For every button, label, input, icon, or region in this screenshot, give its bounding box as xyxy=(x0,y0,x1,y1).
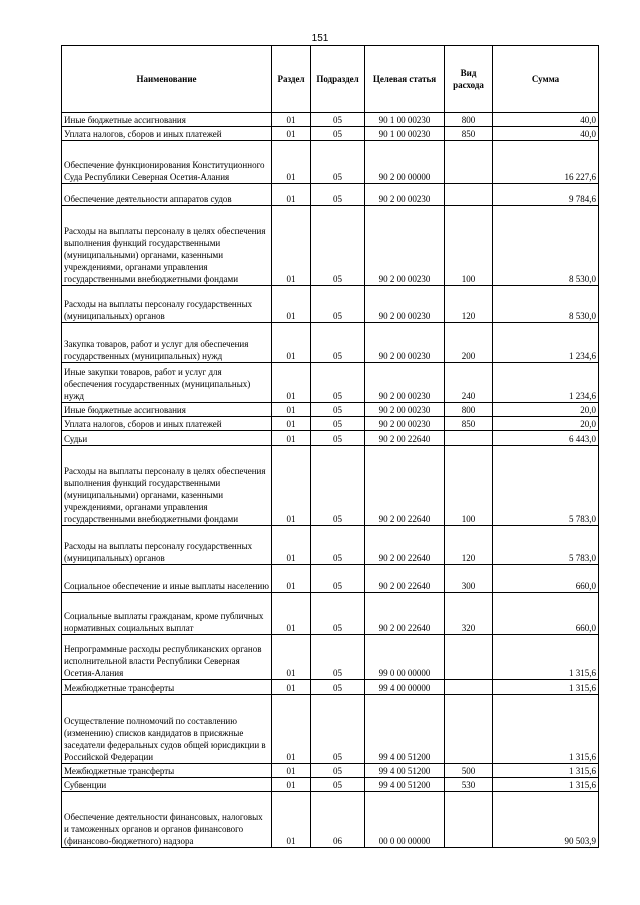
row-expense-type: 850 xyxy=(445,417,493,431)
row-subsection: 06 xyxy=(311,792,365,848)
row-expense-type: 530 xyxy=(445,778,493,792)
row-expense-type: 100 xyxy=(445,446,493,526)
row-name: Осуществление полномочий по составлению (изменению) списков кандидатов в присяжные заседатели федеральных судов общей юрисдикции в Российской Федерации xyxy=(62,695,272,764)
row-sum: 40,0 xyxy=(493,127,599,141)
row-section: 01 xyxy=(272,113,311,127)
table-row xyxy=(62,403,599,417)
table-row xyxy=(62,593,599,635)
row-expense-type xyxy=(445,431,493,446)
row-name: Межбюджетные трансферты xyxy=(62,764,272,778)
row-section: 01 xyxy=(272,446,311,526)
row-subsection: 05 xyxy=(311,363,365,403)
row-expense-type: 300 xyxy=(445,565,493,593)
row-section: 01 xyxy=(272,792,311,848)
row-section: 01 xyxy=(272,323,311,363)
row-section: 01 xyxy=(272,635,311,680)
row-expense-type: 100 xyxy=(445,206,493,286)
row-expense-type: 850 xyxy=(445,127,493,141)
row-target: 90 2 00 00230 xyxy=(365,403,445,417)
row-expense-type xyxy=(445,792,493,848)
table-row xyxy=(62,113,599,127)
row-name: Расходы на выплаты персоналу государственных (муниципальных) органов xyxy=(62,526,272,565)
row-name: Расходы на выплаты персоналу государственных (муниципальных) органов xyxy=(62,286,272,323)
row-expense-type: 120 xyxy=(445,526,493,565)
row-target: 90 2 00 00230 xyxy=(365,286,445,323)
row-expense-type: 120 xyxy=(445,286,493,323)
row-sum: 8 530,0 xyxy=(493,206,599,286)
row-section: 01 xyxy=(272,417,311,431)
row-subsection: 05 xyxy=(311,446,365,526)
row-sum: 1 315,6 xyxy=(493,680,599,695)
row-subsection: 05 xyxy=(311,141,365,184)
table-row xyxy=(62,206,599,286)
row-subsection: 05 xyxy=(311,127,365,141)
row-subsection: 05 xyxy=(311,635,365,680)
row-sum: 20,0 xyxy=(493,403,599,417)
row-expense-type: 320 xyxy=(445,593,493,635)
row-name: Расходы на выплаты персоналу в целях обеспечения выполнения функций государственными (муниципальными) органами, казенными учреждениями, органами управления государственными внебюджетными фондами xyxy=(62,206,272,286)
table-row xyxy=(62,764,599,778)
row-name: Межбюджетные трансферты xyxy=(62,680,272,695)
table-row xyxy=(62,695,599,764)
row-sum: 5 783,0 xyxy=(493,446,599,526)
row-section: 01 xyxy=(272,680,311,695)
header-section: Раздел xyxy=(272,46,311,113)
row-subsection: 05 xyxy=(311,403,365,417)
row-expense-type: 800 xyxy=(445,403,493,417)
row-sum: 660,0 xyxy=(493,593,599,635)
row-name: Судьи xyxy=(62,431,272,446)
row-subsection: 05 xyxy=(311,695,365,764)
table-row xyxy=(62,286,599,323)
row-section: 01 xyxy=(272,593,311,635)
row-expense-type xyxy=(445,141,493,184)
row-sum: 1 234,6 xyxy=(493,363,599,403)
page-number: 151 xyxy=(311,33,329,44)
row-sum: 40,0 xyxy=(493,113,599,127)
row-sum: 1 315,6 xyxy=(493,764,599,778)
row-section: 01 xyxy=(272,695,311,764)
row-sum: 90 503,9 xyxy=(493,792,599,848)
table-row xyxy=(62,184,599,206)
row-name: Закупка товаров, работ и услуг для обеспечения государственных (муниципальных) нужд xyxy=(62,323,272,363)
row-target: 00 0 00 00000 xyxy=(365,792,445,848)
row-sum: 1 315,6 xyxy=(493,695,599,764)
table-row xyxy=(62,141,599,184)
row-sum: 1 315,6 xyxy=(493,635,599,680)
row-expense-type xyxy=(445,695,493,764)
row-target: 90 2 00 22640 xyxy=(365,526,445,565)
row-name: Непрограммные расходы республиканских органов исполнительной власти Республики Северная Осетия-Алания xyxy=(62,635,272,680)
header-target: Целевая статья xyxy=(365,46,445,113)
row-name: Социальные выплаты гражданам, кроме публичных нормативных социальных выплат xyxy=(62,593,272,635)
row-target: 90 2 00 22640 xyxy=(365,593,445,635)
table-row xyxy=(62,431,599,446)
row-target: 90 2 00 00230 xyxy=(365,363,445,403)
row-section: 01 xyxy=(272,526,311,565)
row-target: 99 4 00 51200 xyxy=(365,695,445,764)
row-name: Иные бюджетные ассигнования xyxy=(62,403,272,417)
table-row xyxy=(62,635,599,680)
row-section: 01 xyxy=(272,431,311,446)
row-name: Социальное обеспечение и иные выплаты населению xyxy=(62,565,272,593)
table-row xyxy=(62,323,599,363)
row-name: Обеспечение деятельности аппаратов судов xyxy=(62,184,272,206)
row-sum: 20,0 xyxy=(493,417,599,431)
row-section: 01 xyxy=(272,403,311,417)
row-subsection: 05 xyxy=(311,286,365,323)
header-expense-type: Вид расхода xyxy=(445,46,493,113)
row-target: 90 2 00 00230 xyxy=(365,417,445,431)
row-target: 90 2 00 22640 xyxy=(365,446,445,526)
row-section: 01 xyxy=(272,764,311,778)
table-row xyxy=(62,363,599,403)
row-name: Иные бюджетные ассигнования xyxy=(62,113,272,127)
row-subsection: 05 xyxy=(311,184,365,206)
row-section: 01 xyxy=(272,363,311,403)
row-sum: 8 530,0 xyxy=(493,286,599,323)
table-row xyxy=(62,792,599,848)
row-name: Расходы на выплаты персоналу в целях обеспечения выполнения функций государственными (муниципальными) органами, казенными учреждениями, органами управления государственными внебюджетными фондами xyxy=(62,446,272,526)
row-expense-type xyxy=(445,635,493,680)
row-target: 90 2 00 22640 xyxy=(365,431,445,446)
row-section: 01 xyxy=(272,127,311,141)
table-row xyxy=(62,446,599,526)
header-sum: Сумма xyxy=(493,46,599,113)
row-sum: 5 783,0 xyxy=(493,526,599,565)
row-section: 01 xyxy=(272,778,311,792)
row-name: Обеспечение деятельности финансовых, налоговых и таможенных органов и органов финансового (финансово-бюджетного) надзора xyxy=(62,792,272,848)
row-subsection: 05 xyxy=(311,680,365,695)
table-row xyxy=(62,526,599,565)
row-name: Уплата налогов, сборов и иных платежей xyxy=(62,417,272,431)
row-section: 01 xyxy=(272,141,311,184)
row-target: 90 1 00 00230 xyxy=(365,127,445,141)
budget-table xyxy=(61,45,599,848)
row-target: 99 4 00 51200 xyxy=(365,764,445,778)
row-target: 90 2 00 00230 xyxy=(365,323,445,363)
row-subsection: 05 xyxy=(311,113,365,127)
row-expense-type xyxy=(445,680,493,695)
table-row xyxy=(62,127,599,141)
row-subsection: 05 xyxy=(311,431,365,446)
header-subsection: Подраздел xyxy=(311,46,365,113)
row-expense-type: 500 xyxy=(445,764,493,778)
row-name: Обеспечение функционирования Конституционного Суда Республики Северная Осетия-Алания xyxy=(62,141,272,184)
row-sum: 660,0 xyxy=(493,565,599,593)
row-target: 90 2 00 22640 xyxy=(365,565,445,593)
row-expense-type: 240 xyxy=(445,363,493,403)
row-subsection: 05 xyxy=(311,764,365,778)
row-sum: 1 234,6 xyxy=(493,323,599,363)
row-section: 01 xyxy=(272,565,311,593)
row-name: Иные закупки товаров, работ и услуг для обеспечения государственных (муниципальных) нужд xyxy=(62,363,272,403)
row-target: 99 4 00 51200 xyxy=(365,778,445,792)
row-subsection: 05 xyxy=(311,778,365,792)
row-subsection: 05 xyxy=(311,526,365,565)
row-sum: 1 315,6 xyxy=(493,778,599,792)
row-expense-type xyxy=(445,184,493,206)
table-row xyxy=(62,778,599,792)
row-name: Уплата налогов, сборов и иных платежей xyxy=(62,127,272,141)
row-subsection: 05 xyxy=(311,565,365,593)
row-sum: 16 227,6 xyxy=(493,141,599,184)
row-target: 90 2 00 00230 xyxy=(365,184,445,206)
table-row xyxy=(62,565,599,593)
row-section: 01 xyxy=(272,206,311,286)
row-sum: 9 784,6 xyxy=(493,184,599,206)
header-name: Наименование xyxy=(62,46,272,113)
row-subsection: 05 xyxy=(311,206,365,286)
row-sum: 6 443,0 xyxy=(493,431,599,446)
table-row xyxy=(62,680,599,695)
row-target: 90 2 00 00230 xyxy=(365,206,445,286)
row-section: 01 xyxy=(272,184,311,206)
table-header-row xyxy=(62,46,599,113)
row-target: 99 0 00 00000 xyxy=(365,635,445,680)
row-expense-type: 800 xyxy=(445,113,493,127)
row-subsection: 05 xyxy=(311,323,365,363)
row-section: 01 xyxy=(272,286,311,323)
row-target: 90 1 00 00230 xyxy=(365,113,445,127)
row-target: 99 4 00 00000 xyxy=(365,680,445,695)
row-subsection: 05 xyxy=(311,593,365,635)
row-expense-type: 200 xyxy=(445,323,493,363)
row-name: Субвенции xyxy=(62,778,272,792)
row-subsection: 05 xyxy=(311,417,365,431)
table-row xyxy=(62,417,599,431)
row-target: 90 2 00 00000 xyxy=(365,141,445,184)
